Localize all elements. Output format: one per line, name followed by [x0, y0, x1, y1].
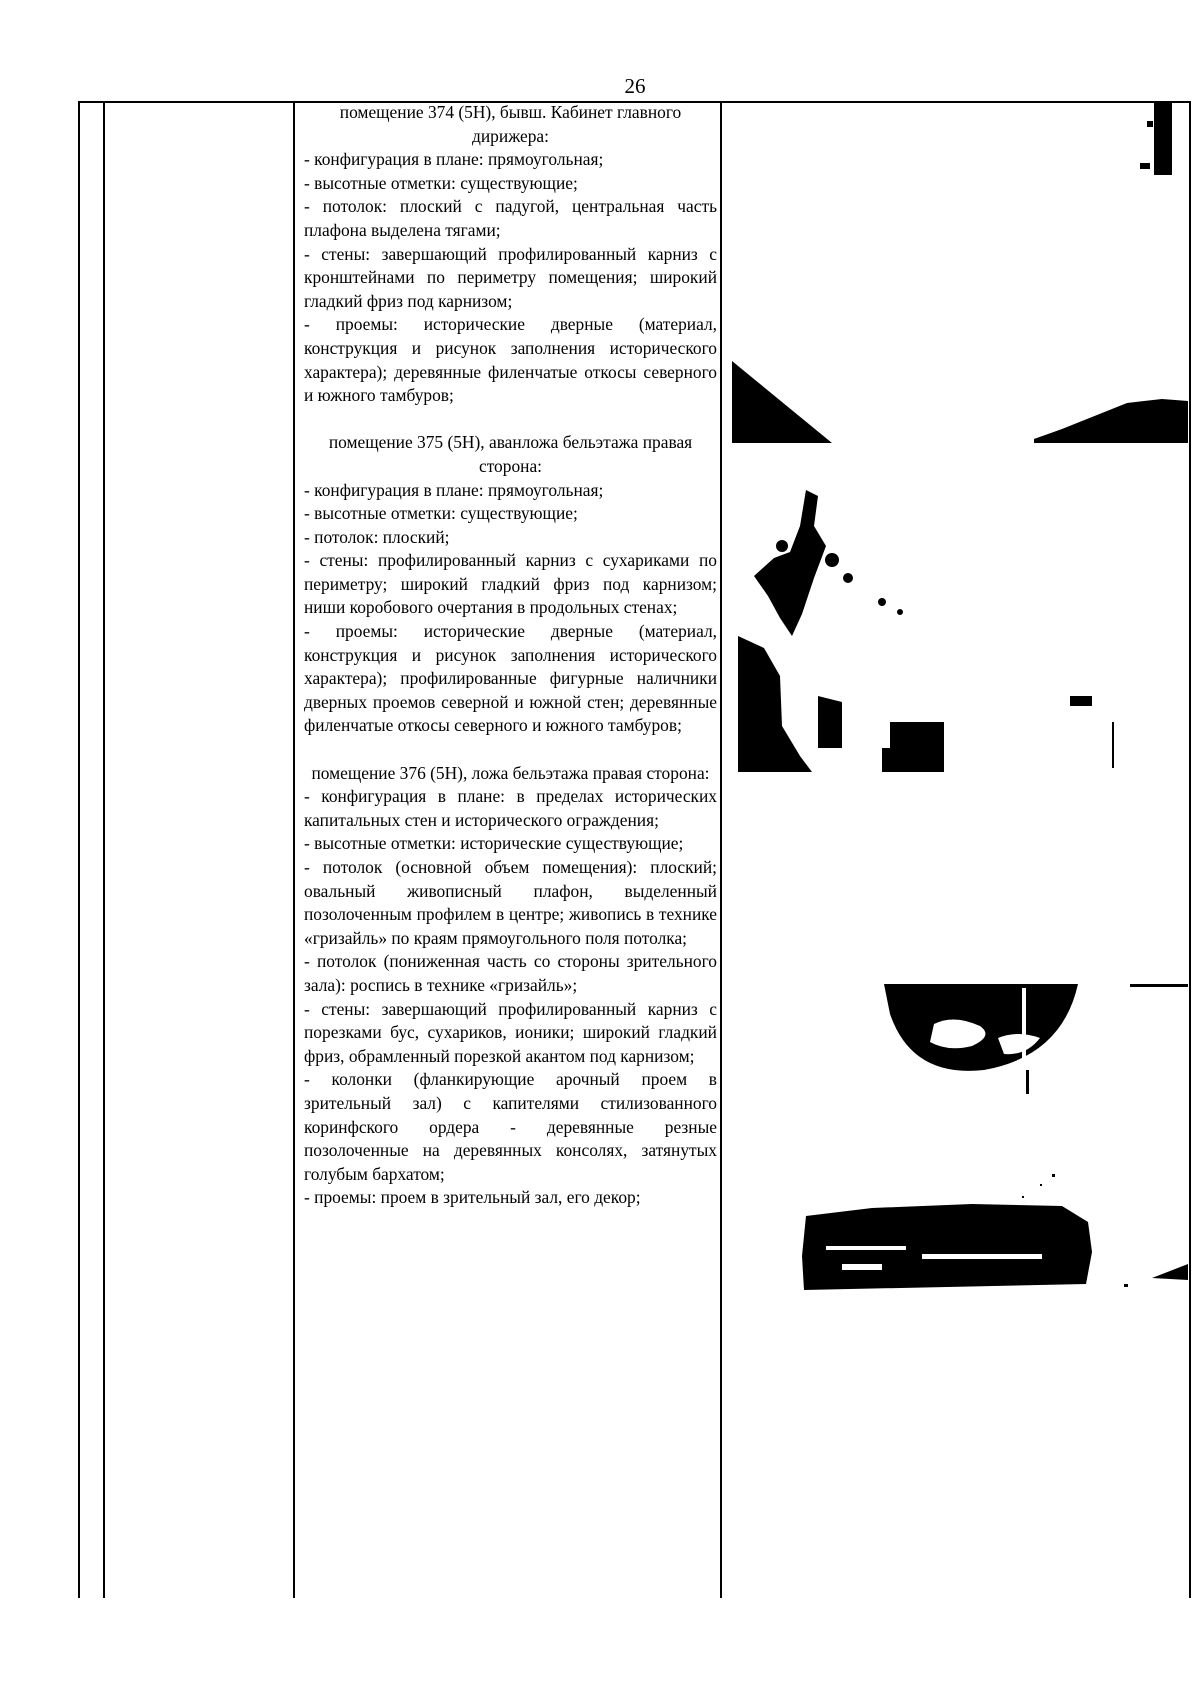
room-374-item: - проемы: исторические дверные (материал, конструкция и рисунок заполнения исторического характера); деревянные филенчатые откосы северного и южного тамбуров;	[304, 314, 717, 406]
room-374-title: помещение 374 (5Н), бывш. Кабинет главного дирижера:	[339, 102, 682, 146]
room-374-section	[304, 101, 717, 408]
photo-room-376-ceiling	[722, 984, 1188, 1104]
table-column-border-3	[293, 101, 295, 1598]
room-376-item: - проемы: проем в зрительный зал, его декор;	[304, 1187, 641, 1208]
room-374-item: - высотные отметки: существующие;	[304, 172, 578, 193]
room-376-title: помещение 376 (5Н), ложа бельэтажа правая сторона:	[311, 762, 710, 783]
photo-room-375	[722, 486, 1188, 776]
room-374-item: - стены: завершающий профилированный карниз с кронштейнами по периметру помещения; широкий гладкий фриз под карнизом;	[304, 243, 717, 311]
table-column-border-5	[1189, 101, 1191, 1598]
room-376-item: - высотные отметки: исторические существующие;	[304, 833, 684, 854]
room-374-item: - потолок: плоский с падугой, центральная часть плафона выделена тягами;	[304, 196, 717, 240]
room-375-title: помещение 375 (5Н), аванложа бельэтажа правая сторона:	[328, 432, 693, 476]
table-column-border-1	[78, 101, 80, 1598]
description-column	[304, 101, 717, 1234]
room-375-item: - конфигурация в плане: прямоугольная;	[304, 479, 604, 500]
room-376-item: - потолок (основной объем помещения): плоский; овальный живописный плафон, выделенный позолоченным профилем в центре; живопись в технике «гризайль» по краям прямоугольного поля потолка;	[304, 857, 717, 948]
room-376-item: - потолок (пониженная часть со стороны зрительного зала): роспись в технике «гризайль»;	[304, 951, 717, 995]
room-374-item: - конфигурация в плане: прямоугольная;	[304, 149, 604, 170]
photo-room-374	[722, 103, 1188, 443]
room-375-item: - стены: профилированный карниз с сухариками по периметру; широкий гладкий фриз под карнизом; ниши коробового очертания в продольных стенах;	[304, 550, 717, 618]
room-376-section	[304, 762, 717, 1210]
room-376-item: - колонки (фланкирующие арочный проем в зрительный зал) с капителями стилизованного коринфского ордера - деревянные резные позолоченные на деревянных консолях, затянутых голубым бархатом;	[304, 1069, 717, 1184]
page-number: 26	[624, 74, 646, 98]
room-375-item: - потолок: плоский;	[304, 526, 450, 547]
room-375-item: - проемы: исторические дверные (материал, конструкция и рисунок заполнения исторического характера); профилированные фигурные наличники дверных проемов северной и южной стен; деревянные филенчатые откосы северного и южного тамбуров;	[304, 621, 717, 736]
photo-room-376-cornice	[722, 1160, 1188, 1295]
room-376-item: - конфигурация в плане: в пределах исторических капитальных стен и исторического ограждения;	[304, 786, 717, 830]
room-376-item: - стены: завершающий профилированный карниз с порезками бус, сухариков, ионики; широкий гладкий фриз, обрамленный порезкой акантом под карнизом;	[304, 998, 717, 1066]
room-375-item: - высотные отметки: существующие;	[304, 503, 578, 524]
table-column-border-2	[103, 101, 105, 1598]
room-375-section	[304, 431, 717, 738]
